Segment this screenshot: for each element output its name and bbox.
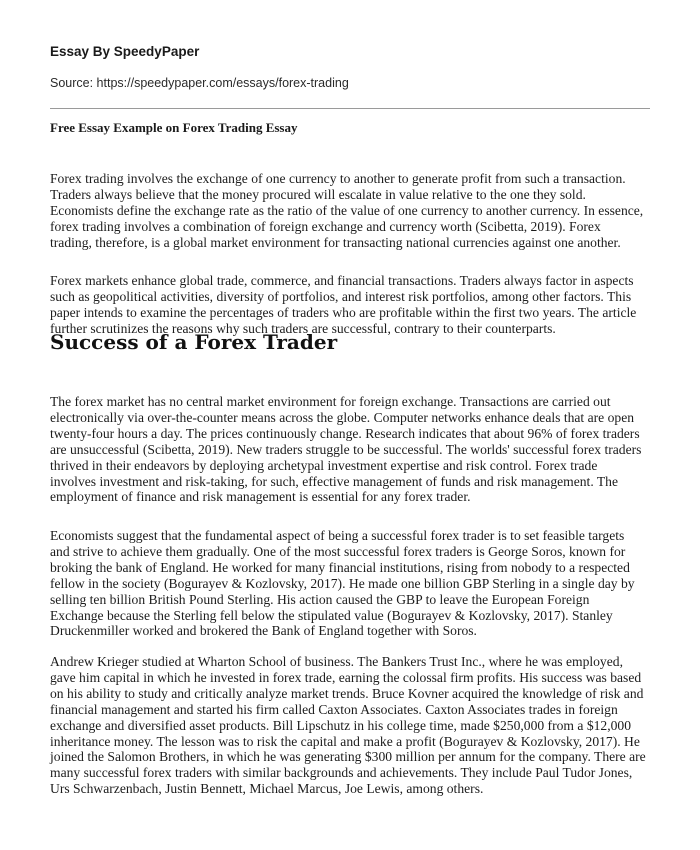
- source-line: Source: https://speedypaper.com/essays/forex-trading: [50, 76, 349, 90]
- paragraph-intro: Forex trading involves the exchange of one currency to another to generate profit from such a transaction. Traders always believe that the money procured will escalate in value relative to the one they sold. Economists define the exchange rate as the ratio of the value of one currency to another currency. In essence, forex trading involves a combination of foreign exchange and currency worth (Scibetta, 2019). Forex trading, therefore, is a global market environment for transacting national currencies against one another.: [50, 171, 644, 250]
- paragraph-markets: Forex markets enhance global trade, commerce, and financial transactions. Traders always factor in aspects such as geopolitical activities, diversity of portfolios, and interest risk portfolios, among other factors. This paper intends to examine the percentages of traders who are profitable within the first two years. The article further scrutinizes the reasons why such traders are successful, contrary to their counterparts.: [50, 273, 637, 336]
- essay-title: Free Essay Example on Forex Trading Essay: [50, 120, 298, 135]
- site-name: Essay By SpeedyPaper: [50, 44, 200, 59]
- paragraph-forex-market: The forex market has no central market environment for foreign exchange. Transactions are carried out electronically via over-the-counter means across the globe. Computer networks enhance deals that are open twenty-four hours a day. The prices continuously change. Research indicates that about 96% of forex traders are unsuccessful (Scibetta, 2019). New traders struggle to be successful. The worlds' successful forex traders thrived in their endeavors by deploying archetypal investment expertise and risk control. Forex trade involves investment and risk-taking, for such, effective management of funds and risk management. The employment of finance and risk management is essential for any forex trader.: [50, 394, 642, 505]
- paragraph-economists: Economists suggest that the fundamental aspect of being a successful forex trader is to set feasible targets and strive to achieve them gradually. One of the most successful forex traders is George Soros, known for broking the bank of England. He worked for many financial institutions, rising from nobody to a respected fellow in the society (Bogurayev & Kozlovsky, 2017). He made one billion GBP Sterling in a single day by selling ten billion British Pound Sterling. His action caused the GBP to leave the European Foreign Exchange because the Sterling fell below the stipulated value (Bogurayev & Kozlovsky, 2017). Stanley Druckenmiller worked and brokered the Bank of England together with Soros.: [50, 528, 635, 639]
- divider: [50, 108, 650, 109]
- paragraph-krieger: Andrew Krieger studied at Wharton School of business. The Bankers Trust Inc., where he was employed, gave him capital in which he invested in forex trade, earning the colossal firm profits. His success was based on his ability to study and critically analyze market trends. Bruce Kovner acquired the knowledge of risk and financial management and started his firm called Caxton Associates. Caxton Associates trades in foreign exchange and diversified asset products. Bill Lipschutz in his college time, made $250,000 from a $12,000 inheritance money. The lesson was to risk the capital and make a profit (Bogurayev & Kozlovsky, 2017). He joined the Salomon Brothers, in which he was generating $300 million per annum for the company. There are many successful forex traders with similar backgrounds and achievements. They include Paul Tudor Jones, Urs Schwarzenbach, Justin Bennett, Michael Marcus, Joe Lewis, among others.: [50, 654, 646, 797]
- section-heading: Success of a Forex Trader: [50, 330, 338, 354]
